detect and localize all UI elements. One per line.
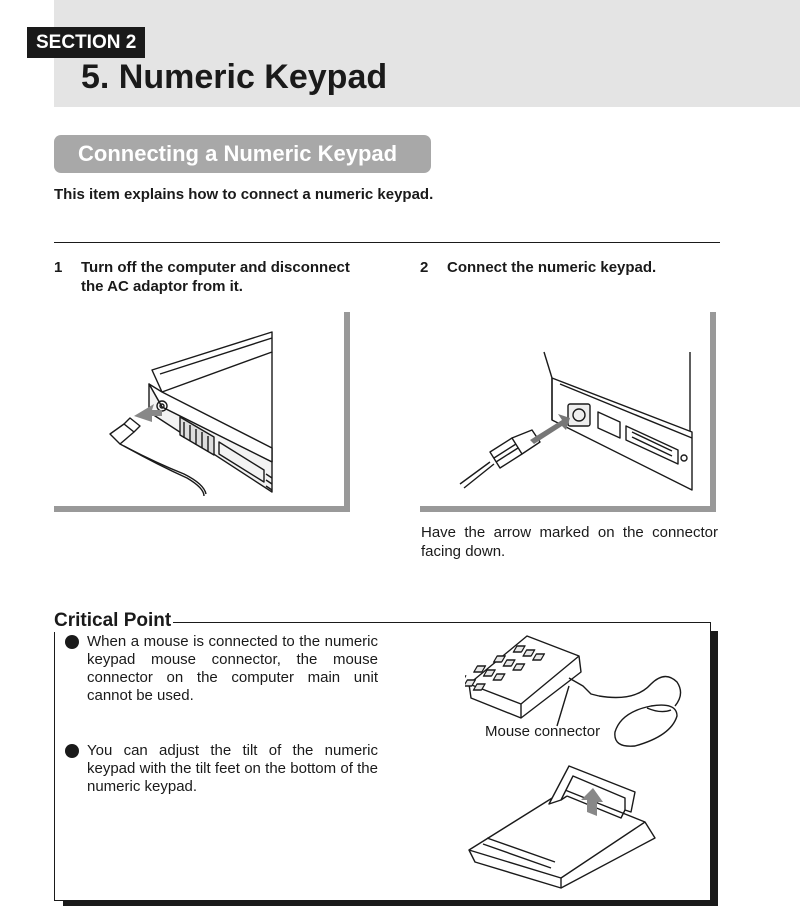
divider <box>54 242 720 243</box>
intro-text: This item explains how to connect a numeric keypad. <box>54 186 434 203</box>
critical-point-shadow <box>63 901 718 906</box>
bullet-text: When a mouse is connected to the numeric keypad mouse connector, the mouse connector on the computer main unit cannot be used. <box>87 633 378 704</box>
step-text <box>81 258 350 296</box>
step-text: Connect the numeric keypad. <box>447 259 657 276</box>
step-text-line: Turn off the computer and disconnect <box>81 259 350 276</box>
step-2-note: Have the arrow marked on the connector facing down. <box>421 524 718 560</box>
critical-point-shadow <box>711 631 718 906</box>
section-tag: SECTION 2 <box>27 27 145 58</box>
bullet-text: You can adjust the tilt of the numeric keypad with the tilt feet on the bottom of the numeric keypad. <box>87 742 378 795</box>
step-number: 1 <box>54 259 63 276</box>
mouse-connector-label: Mouse connector <box>485 723 601 740</box>
step-1 <box>54 258 374 298</box>
critical-point-bullet <box>65 633 378 705</box>
critical-point-heading: Critical Point <box>54 610 172 631</box>
keypad-connection-illustration <box>420 312 720 517</box>
bullet-icon <box>65 635 79 649</box>
critical-point-bullet <box>65 742 378 796</box>
tilt-feet-illustration <box>465 762 695 890</box>
bullet-icon <box>65 744 79 758</box>
step-2 <box>420 258 720 278</box>
step-text-line: the AC adaptor from it. <box>81 278 243 295</box>
subsection-title: Connecting a Numeric Keypad <box>54 135 431 173</box>
page-title: 5. Numeric Keypad <box>81 58 388 96</box>
step-number: 2 <box>420 259 429 276</box>
laptop-ac-adaptor-illustration <box>54 312 354 517</box>
